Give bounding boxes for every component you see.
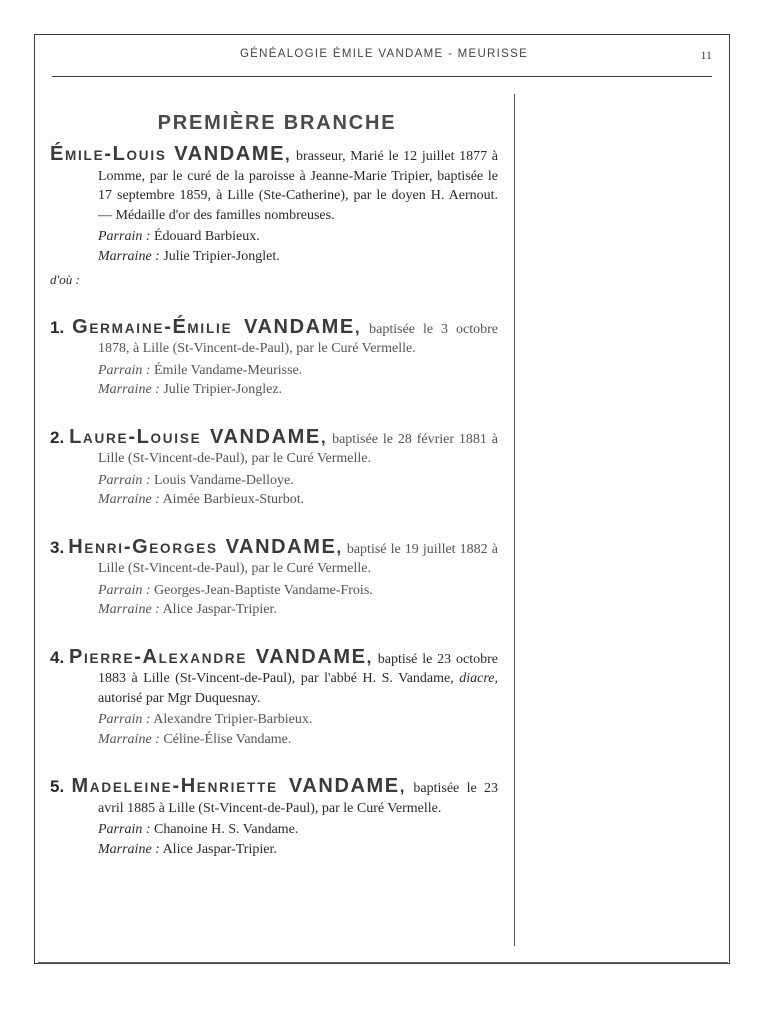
bottom-rule: [38, 962, 728, 963]
child-parrain: Parrain : Alexandre Tripier-Barbieux.: [98, 712, 313, 727]
child-marraine: Marraine : Aimée Barbieux-Sturbot.: [98, 492, 305, 507]
branch-title: PREMIÈRE BRANCHE: [157, 112, 397, 134]
child-text: 2. LAURE-LOUISE VANDAME, baptisée le 28 février 1881 à Lille (St-Vincent-de-Paul), par le Curé Vermelle.: [50, 425, 498, 466]
child-name: HENRI-GEORGES VANDAME,: [68, 535, 343, 558]
page-number: 11: [700, 48, 712, 62]
child-name: GERMAINE-ÉMILIE VANDAME,: [72, 315, 362, 338]
child-marraine: Marraine : Céline-Élise Vandame.: [98, 731, 292, 747]
child-parrain: Parrain : Chanoine H. S. Vandame.: [98, 822, 299, 837]
parent-description: brasseur, Marié le 12 juillet 1877 à Lomme, par le curé de la paroisse à Jeanne-Marie Tripier, baptisée le 17 septembre 1859, à Lille (Ste-Catherine), par le doyen H. Aernout. — Médaille d'or des familles nombreuses.: [98, 149, 499, 223]
child-marraine: Marraine : Alice Jaspar-Tripier.: [98, 841, 277, 857]
child-entry-5: [50, 777, 498, 859]
child-text: 5. MADELEINE-HENRIETTE VANDAME, baptisée le 23 avril 1885 à Lille (St-Vincent-de-Paul), par le Curé Vermelle.: [50, 775, 499, 816]
child-entry-4: [50, 645, 498, 750]
parent-marraine: Marraine : Julie Tripier-Jonglet.: [98, 248, 280, 264]
child-parrain: Parrain : Émile Vandame-Meurisse.: [98, 362, 303, 378]
running-title: GÉNÉALOGIE ÉMILE VANDAME - MEURISSE: [239, 48, 529, 60]
parent-entry: [50, 145, 498, 290]
child-text: 1. GERMAINE-ÉMILIE VANDAME, baptisée le 3 octobre 1878, à Lille (St-Vincent-de-Paul), par le Curé Vermelle.: [50, 315, 499, 356]
child-text: 4. PIERRE-ALEXANDRE VANDAME, baptisé le 23 octobre 1883 à Lille (St-Vincent-de-Paul), par l'abbé H. S. Vandame, diacre, autorisé par Mgr Duquesnay.: [50, 645, 498, 706]
child-entry-2: [50, 425, 498, 510]
parent-parrain: Parrain : Édouard Barbieux.: [98, 229, 260, 244]
child-marraine: Marraine : Julie Tripier-Jonglez.: [98, 382, 283, 397]
child-entry-1: [50, 315, 499, 400]
parent-name: ÉMILE-LOUIS VANDAME,: [50, 143, 292, 165]
child-name: LAURE-LOUISE VANDAME,: [69, 425, 328, 448]
child-parrain: Parrain : Louis Vandame-Delloye.: [98, 472, 294, 488]
child-text: 3. HENRI-GEORGES VANDAME, baptisé le 19 juillet 1882 à Lille (St-Vincent-de-Paul), par le Curé Vermelle.: [50, 535, 498, 576]
genealogy-content: [50, 112, 498, 859]
dou-label: d'où :: [50, 272, 80, 287]
child-name: MADELEINE-HENRIETTE VANDAME,: [71, 775, 407, 797]
column-rule: [514, 94, 515, 946]
child-parrain: Parrain : Georges-Jean-Baptiste Vandame-Frois.: [98, 582, 373, 598]
child-marraine: Marraine : Alice Jaspar-Tripier.: [98, 602, 277, 617]
child-name: PIERRE-ALEXANDRE VANDAME,: [69, 645, 373, 668]
child-entry-3: [50, 535, 498, 620]
header-rule: [52, 76, 712, 77]
parent-text: [50, 145, 498, 225]
running-header: [56, 48, 712, 66]
